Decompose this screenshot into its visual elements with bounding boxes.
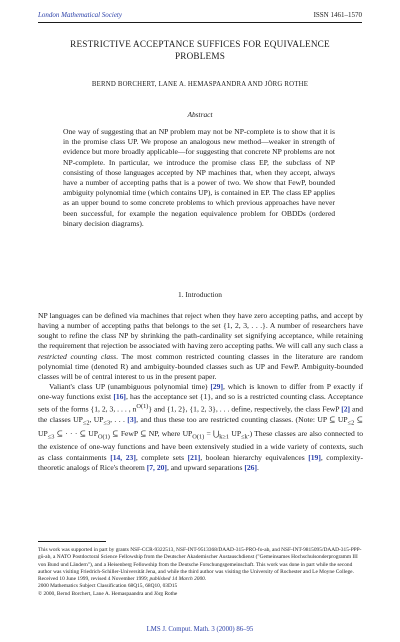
body-text	[38, 311, 363, 473]
running-header	[38, 11, 362, 19]
author-list: BERND BORCHERT, LANE A. HEMASPAANDRA AND JÖRG ROTHE	[91, 81, 309, 88]
citation-link[interactable]: [3]	[127, 415, 137, 425]
paragraph-2: Valiant's class UP (unambiguous polynomial time) [29], which is known to differ from P exactly if one-way functions exist [16], has the acceptance set {1}, and so is a restricted counting class. Acceptance sets of the forms {1, 2, 3, . . . , $n^{O(1)}$} and {1, 2}, {1, 2, 3}, . . . define, respectively, the class FewP [2] and the classes $UP_{\le 2}$, $UP_{\le 3}$, . . . [3], and thus these too are restricted counting classes. (Note: UP ⊆ $UP_{\le 2}$ ⊆ $UP_{\le 3}$ ⊆ · · · ⊆ $UP_{O(1)}$ ⊆ FewP ⊆ NP, where $UP_{O(1)}$ = $⋃_{k\ge 1}$ $UP_{\le k}$.) These classes are also connected to the existence of one-way functions and have been extensively studied in a wide variety of contexts, such as class containments [14, 23], complete sets [21], boolean hierarchy equivalences [19], complexity-theoretic analogs of Rice's theorem [7, 20], and upward separations [26].	[38, 382, 364, 472]
paragraph-1: NP languages can be defined via machines that reject when they have zero accepting paths, and accept by having a number of accepting paths that belongs to the set {1, 2, 3, . . .}. A number of researchers have sought to refine the class NP by shrinking the path-cardinality set signifying acceptance, while retaining the requirement that rejection be associated with having zero accepting paths. We will call any such class a restricted counting class. The most common restricted counting classes in the literature are random polynomial time (denoted R) and ambiguity-bounded classes such as UP and FewP. Ambiguity-bounded classes will be of central interest to us in the present paper.	[38, 311, 363, 381]
header-rule	[38, 22, 362, 23]
citation-link[interactable]: [21]	[187, 452, 201, 462]
received-note: Received 10 June 1999, revised 4 November 1999; published 14 March 2000.	[38, 576, 207, 583]
paper-title	[40, 38, 360, 62]
citation-link[interactable]: [26]	[244, 462, 258, 472]
footnote-rule	[38, 541, 106, 542]
msc-note: 2000 Mathematics Subject Classification 68Q15, 68Q10, 03D15	[38, 583, 178, 590]
citation-link[interactable]: [2]	[341, 404, 351, 414]
abstract-heading: Abstract	[187, 110, 213, 119]
copyright-note: © 2000, Bernd Borchert, Lane A. Hemaspaandra and Jörg Rothe	[38, 590, 178, 597]
citation-link[interactable]: [7, 20]	[146, 462, 167, 472]
journal-citation[interactable]: LMS J. Comput. Math. 3 (2000) 86–95	[146, 626, 254, 633]
citation-link[interactable]: [19]	[308, 452, 321, 462]
citation-link[interactable]: [14, 23]	[110, 452, 136, 462]
title-line-1: RESTRICTIVE ACCEPTANCE SUFFICES FOR EQUIVALENCE	[70, 39, 330, 49]
section-heading: 1. Introduction	[178, 290, 222, 299]
citation-link[interactable]: [29]	[210, 382, 223, 392]
abstract-text: One way of suggesting that an NP problem may not be NP-complete is to show that it is in the promise class UP. We propose an analogous new method—weaker in strength of evidence but more broadly applicable—for suggesting that concrete NP problems are not NP-complete. In particular, we introduce the promise class EP, the subclass of NP consisting of those languages accepted by NP machines that, when they accept, always have a number of accepting paths that is a power of two. We show that FewP, bounded ambiguity polynomial time (which contains UP), is contained in EP. The class EP applies as an upper bound to some concrete problems to which previous approaches have never been successful, for example the negation equivalence problem for OBDDs (ordered binary decision diagrams).	[63, 127, 335, 228]
issn-label: ISSN 1461–1570	[313, 11, 362, 19]
journal-name[interactable]: London Mathematical Society	[38, 11, 122, 19]
funding-note: This work was supported in part by grants NSF-CCR-9322513, NSF-INT-9513368/DAAD-315-PRO-fo-ab, and NSF-INT-9815095/DAAD-315-PPP-gü-ab, a NATO Postdoctoral Science Fellowship from the Deutscher Akademischer Austauschdienst ("Gemeinsames Hochschulsonderprogramm III von Bund und Ländern"), and a Heisenberg Fellowship from the Deutsche Forschungsgemeinschaft. This work was done in part while the second author was visiting Friedrich-Schiller-Universität Jena, and while the third author was visiting the University of Rochester and Le Moyne College.	[38, 547, 362, 575]
citation-link[interactable]: [16]	[113, 392, 126, 402]
footnote	[38, 547, 363, 598]
title-line-2: PROBLEMS	[174, 51, 226, 61]
